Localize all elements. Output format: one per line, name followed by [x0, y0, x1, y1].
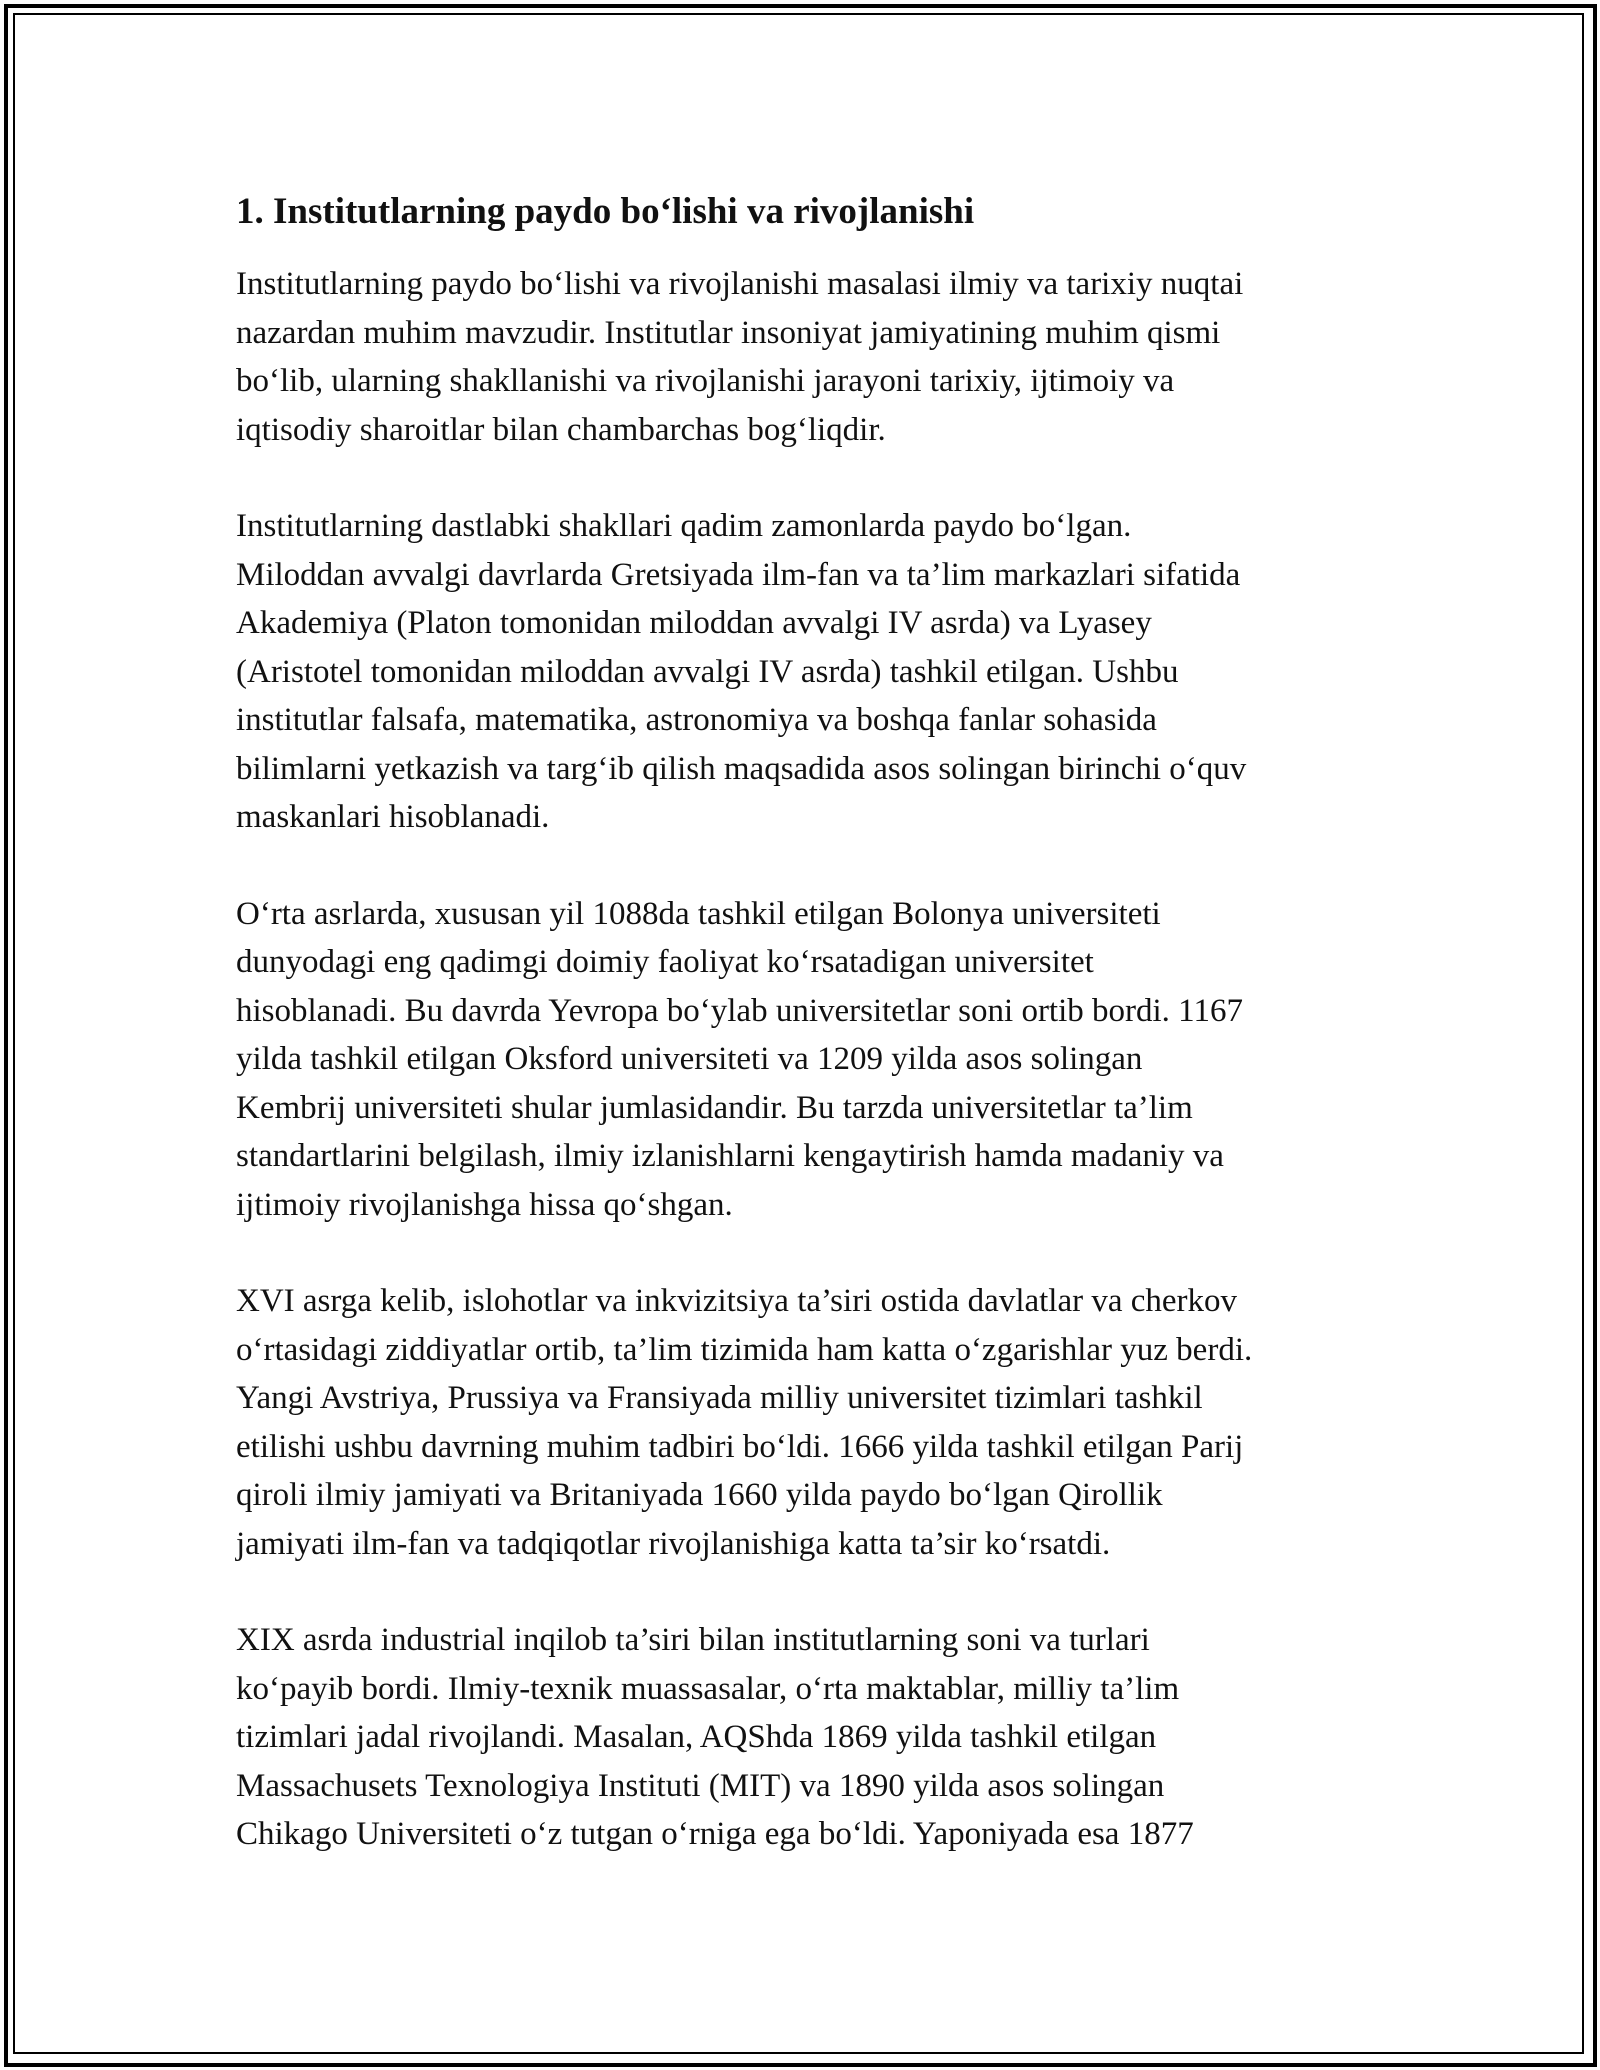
- text-line: etilishi ushbu davrning muhim tadbiri bo‘ldi. 1666 yilda tashkil etilgan Parij: [236, 1428, 1244, 1465]
- text-line: institutlar falsafa, matematika, astronomiya va boshqa fanlar sohasida: [236, 702, 1157, 738]
- paragraph-19th-century: [236, 1616, 1386, 1859]
- text-line: XVI asrga kelib, islohotlar va inkvizitsiya ta’siri ostida davlatlar va cherkov: [236, 1283, 1238, 1319]
- text-line: qiroli ilmiy jamiyati va Britaniyada 1660 yilda paydo bo‘lgan Qirollik: [236, 1477, 1163, 1513]
- document-body: [236, 188, 1386, 1907]
- section-heading: 1. Institutlarning paydo bo‘lishi va rivojlanishi: [236, 191, 975, 232]
- text-line: Akademiya (Platon tomonidan miloddan avvalgi IV asrda) va Lyasey: [236, 605, 1152, 641]
- text-line: Miloddan avvalgi davrlarda Gretsiyada ilm-fan va ta’lim markazlari sifatida: [236, 556, 1241, 593]
- paragraph-16th-century: [236, 1277, 1386, 1568]
- text-line: Kembrij universiteti shular jumlasidandir. Bu tarzda universitetlar ta’lim: [236, 1089, 1193, 1126]
- text-line: XIX asrda industrial inqilob ta’siri bilan institutlarning soni va turlari: [236, 1622, 1150, 1658]
- paragraph-ancient: [236, 502, 1386, 842]
- text-line: hisoblanadi. Bu davrda Yevropa bo‘ylab universitetlar soni ortib bordi. 1167: [236, 992, 1243, 1029]
- text-line: ko‘payib bordi. Ilmiy-texnik muassasalar, o‘rta maktablar, milliy ta’lim: [236, 1670, 1180, 1707]
- text-line: yilda tashkil etilgan Oksford universiteti va 1209 yilda asos solingan: [236, 1041, 1143, 1077]
- text-line: dunyodagi eng qadimgi doimiy faoliyat ko‘rsatadigan universitet: [236, 944, 1094, 980]
- text-line: iqtisodiy sharoitlar bilan chambarchas bog‘liqdir.: [236, 411, 886, 448]
- paragraph-intro: [236, 260, 1386, 454]
- text-line: tizimlari jadal rivojlandi. Masalan, AQShda 1869 yilda tashkil etilgan: [236, 1719, 1157, 1755]
- text-line: maskanlari hisoblanadi.: [236, 799, 550, 835]
- text-line: nazardan muhim mavzudir. Institutlar insoniyat jamiyatining muhim qismi: [236, 314, 1221, 351]
- paragraph-middle-ages: [236, 890, 1386, 1230]
- text-line: Institutlarning dastlabki shakllari qadim zamonlarda paydo bo‘lgan.: [236, 508, 1132, 544]
- text-line: O‘rta asrlarda, xususan yil 1088da tashkil etilgan Bolonya universiteti: [236, 895, 1161, 932]
- text-line: bilimlarni yetkazish va targ‘ib qilish maqsadida asos solingan birinchi o‘quv: [236, 750, 1247, 787]
- text-line: bo‘lib, ularning shakllanishi va rivojlanishi jarayoni tarixiy, ijtimoiy va: [236, 363, 1175, 399]
- text-line: Massachusets Texnologiya Instituti (MIT) va 1890 yilda asos solingan: [236, 1767, 1165, 1804]
- text-line: jamiyati ilm-fan va tadqiqotlar rivojlanishiga katta ta’sir ko‘rsatdi.: [236, 1525, 1111, 1562]
- text-line: (Aristotel tomonidan miloddan avvalgi IV asrda) tashkil etilgan. Ushbu: [236, 653, 1179, 690]
- text-line: o‘rtasidagi ziddiyatlar ortib, ta’lim tizimida ham katta o‘zgarishlar yuz berdi.: [236, 1331, 1253, 1368]
- text-line: Chikago Universiteti o‘z tutgan o‘rniga ega bo‘ldi. Yaponiyada esa 1877: [236, 1816, 1194, 1852]
- text-line: ijtimoiy rivojlanishga hissa qo‘shgan.: [236, 1186, 733, 1223]
- text-line: Institutlarning paydo bo‘lishi va rivojlanishi masalasi ilmiy va tarixiy nuqtai: [236, 266, 1244, 302]
- text-line: Yangi Avstriya, Prussiya va Fransiyada milliy universitet tizimlari tashkil: [236, 1380, 1203, 1416]
- text-line: standartlarini belgilash, ilmiy izlanishlarni kengaytirish hamda madaniy va: [236, 1138, 1224, 1174]
